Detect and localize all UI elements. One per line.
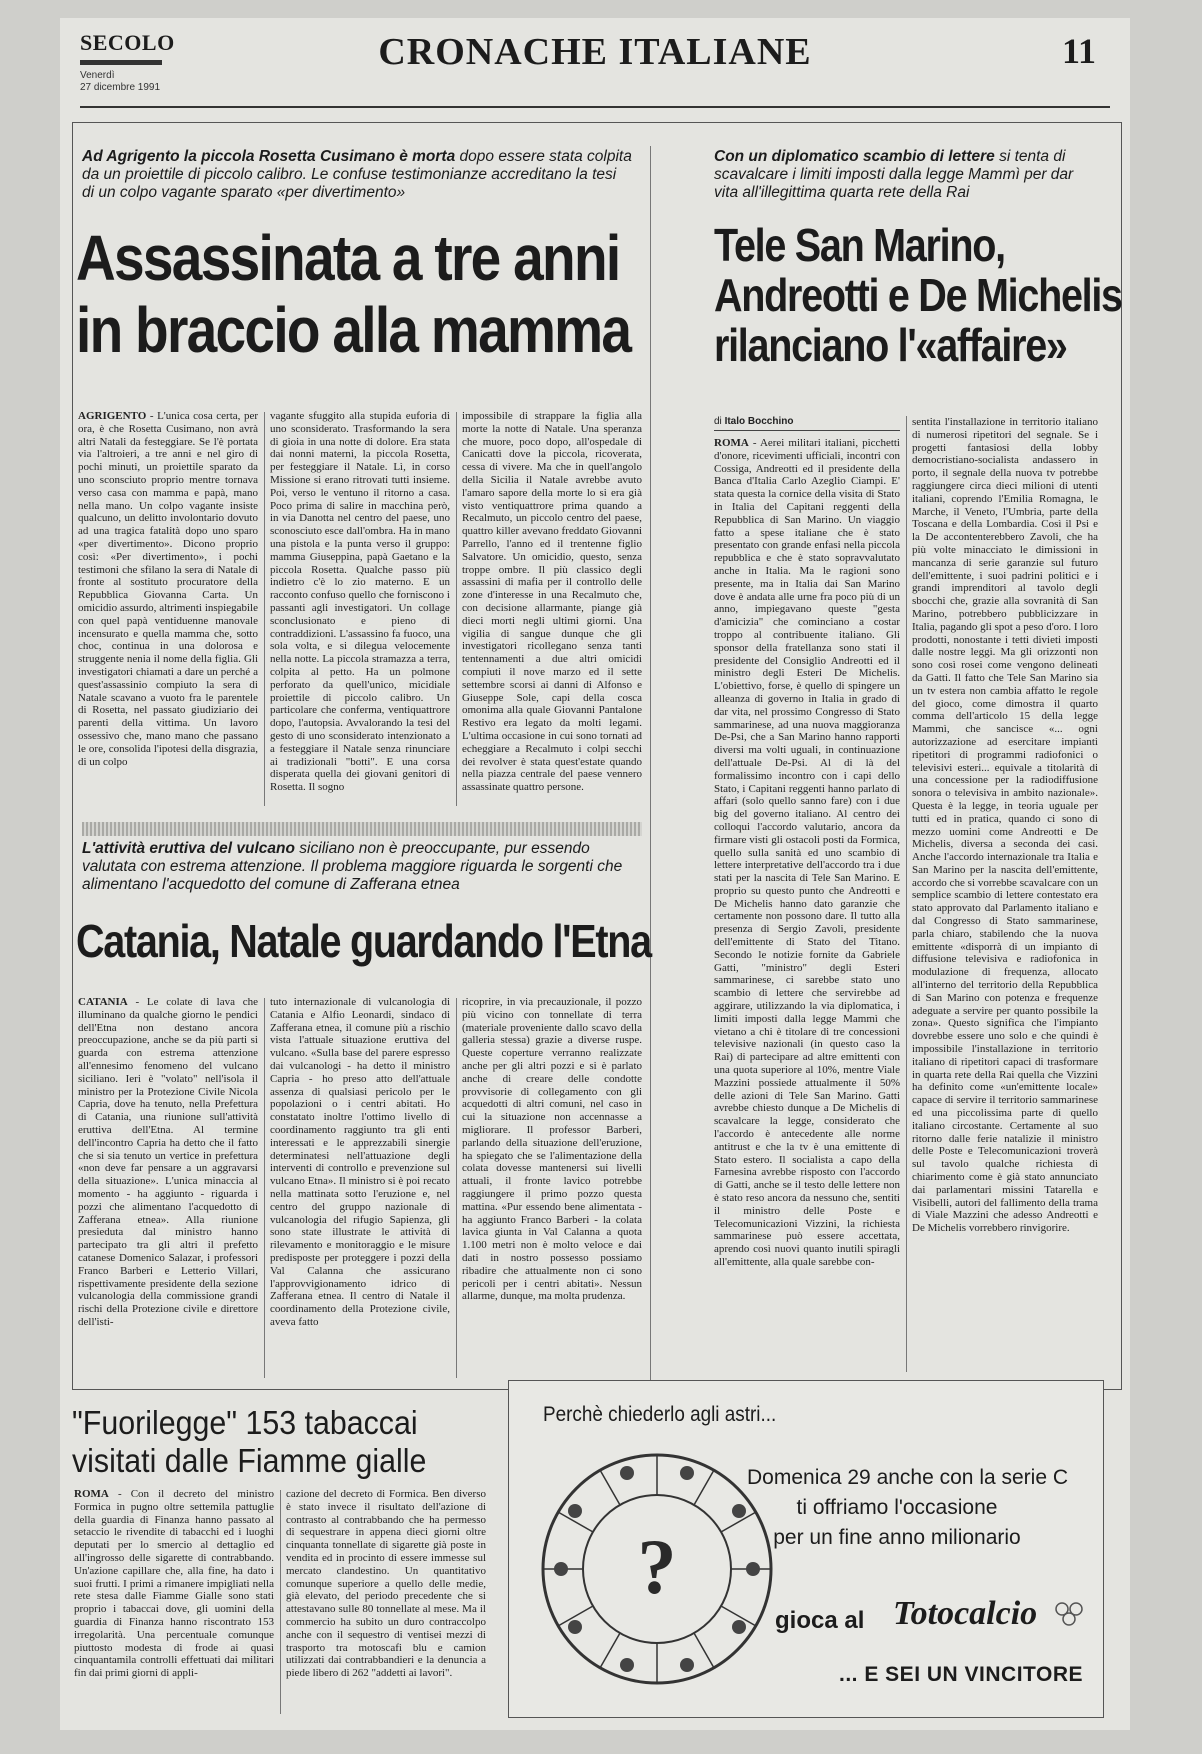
etna-column-2 [270,996,450,1380]
masthead [60,18,1130,108]
sanmarino-dateline: ROMA [714,437,749,449]
sanmarino-col1-text: - Aerei militari italiani, picchetti d'onore, ricevimenti ufficiali, incontri con Cossiga, Andreotti ed il presidente della Banca d'Italia Carlo Azeglio Ciampi. E' stata questa la cornice della visita di Stato in Italia del Capitani reggenti della Repubblica di San Marino. Un viaggio fatto a spese italiane che è stato presentato con grande enfasi nella piccola repubblica e che è stato sopravvalutato anche in Italia. Ma le ragioni sono presente, ma in Italia dai San Marino dove è andata alle urne fra poco più di un anno, impiegavano queste "gesta d'amicizia" che cominciano a costar troppo al contribuente italiano. Gli sponsor della fratellanza sono stati il presidente del Consiglio Andreotti ed il ministro degli Esteri De Michelis. L'obiettivo, forse, è quello di spingere un alleanza di governo in Italia in grado di dar vita, nel prossimo Congresso di Stato sammarinese, ad una nuova maggioranza De-Psi, che a San Marino hanno rapporti diversi ma volti uguali, in continuazione dell'attuale De-Psi. Al di là del formalissimo incontro con i capi dello Stato, i Capitani reggenti hanno parlato di affari (solo quello sanno fare) con i due big del governo italiano. Al centro dei colloqui l'accordo valutario, ancora da firmare visti gli ostacoli posti da Formica, quello sulla sanità ed uno scambio di lettere interpretative dell'accordo tra i due stati per la nascita di Tele San Marino. E proprio su questo punto che Andreotti e De Michelis hanno dato garanzie che certamente non possono dare. Il tutto alla presenza di Sergio Zavoli, presidente dell'emittente di Stato del Titano. Secondo le notizie fornite da Gabriele Gatti, "ministro" degli Esteri sammarinese, ci sarebbe stato uno scambio di lettere che servirebbe ad aggirare, utilizzando la via diplomatica, i limiti imposti dalla legge Mammì che vietano a chi è titolare di tre concessioni televisive nazionali (in questo caso la Rai) di partecipare ad altre emittenti con una quota superiore al 10%, mentre Viale Mazzini possiede attualmente il 50% delle azioni di Tele San Marino. Gatti avrebbe chiesto dunque a De Michelis di scavalcare la legge, considerato che l'accordo è antecedente alle norme antitrust e che la tv è una emittente di Stato estero. Il socialista a capo della Farnesina avrebbe risposto con l'accordo di Gatti, anche se il testo delle lettere non è stato reso ancora da nessuno che, sentiti il ministro delle Poste e Telecomunicazioni Vizzini, la richiesta sammarinese può essere accettata, aprendo così nuovi quanto inutili spiragli all'emittente, alla quale sarebbe con- [714,437,900,1268]
sanmarino-headline-line1: Tele San Marino, [714,219,1005,271]
etna-kicker-bold: L'attività eruttiva del vulcano [82,840,295,857]
advert-line3: per un fine anno milionario [773,1526,1021,1549]
sanmarino-col2-text: sentita l'installazione in territorio italiano di numerosi ripetitori del segnale. Se i progetti fantasiosi della lobby democristiano-socialista andassero in porto, il segnale della nuova tv potrebbe raggiungere circa dieci milioni di utenti italiani, coprendo l'Emilia Romagna, le Marche, il Veneto, l'Umbria, parte della Toscana e della Lombardia. Così il Psi e la De accontenterebbero Zavoli, che ha più volte minacciato le dimissioni in mancanza di serie garanzie sul futuro dell'emittente, i suoi padrini politici e i grandi imprenditori al tavolo degli sbocchi che, grazie alla sovranità di San Marino, potrebbero pubblicizzare in Italia, pagando gli spot a peso d'oro. I loro prodotti, nonostante i tetti divieti imposti dalle nostre leggi. Ma gli orizzonti non sono così rosei come vengono delineati da Gatti. Il fatto che Tele San Marino sia un tv estera non cambia affatto le regole del gioco, come dimostra il quarto comma dell'articolo 15 della legge Mammì, che sancisce «... ogni autorizzazione ad esercitare impianti ripetitori di programmi radiofonici o televisivi esteri... equivale a titolarità di una concessione per la radiodiffusione sonora o televisiva in ambito nazionale». Questa è la legge, in teoria uguale per tutti ed in pratica, quando ci sono di mezzo uomini come Andreotti e De Michelis, diversa a seconda dei casi. Anche l'accordo internazionale tra Italia e San Marino per la nascita dell'emittente, accordo che si vorrebbe scavalcare con un semplice scambio di lettere contestato era stato approvato dal Parlamento italiano e dal Congresso di Stato sammarinese, parla chiaro, stabilendo che la nuova emittente «disporrà di un impianto di diffusione televisiva e radiofonica in modulazione di frequenza, allocato all'interno del territorio della Repubblica di San Marino con potenza e frequenze adeguate a servire per quanto possibile la zona». Questo significa che l'impianto dovrebbe essere uno solo e che quindi è impossibile l'installazione in territorio italiano di ripetitori capaci di trasformare in quarta rete della Rai quella che Vizzini ha definito come «un'emittente locale» capace di servire il territorio sammarinese ed una piccolissima parte di quello italiano circostante. Certamente al suo ritorno dalle ferie natalizie il ministro delle Poste e Telecomunicazioni troverà sul tavolo qualche richiesta di chiarimento come è già stato annunciato dai parlamentari missini Tatarella e Visibelli, autori del fallimento della trama di Viale Mazzini che adesso Andreotti e De Michelis vorrebbero rinvigorire. [912,416,1098,1235]
agrigento-kicker-text: dopo essere stata colpita da un proiettile di piccolo calibro. Le confuse testimonianze accreditano la tesi di un colpo vagante sparato «per divertimento» [82,148,632,201]
advert-teaser: Perchè chiederlo agli astri... [543,1403,777,1426]
agrigento-column-2 [270,410,450,808]
agrigento-headline-line1: Assassinata a tre anni [76,222,620,294]
etna-col3-text: ricoprire, in via precauzionale, il pozzo più vicino con tonnellate di terra (materiale proveniente dallo scavo della galleria stessa) grazie a diverse ruspe. Queste coperture verranno realizzate anche per gli altri pozzi e si è parlato anche di creare delle condotte provvisorie di collegamento con gli acquedotti di altri comuni, nel caso in cui la situazione non accennasse a migliorare. Il professor Barberi, parlando della situazione dell'eruzione, ha spiegato che se l'alimentazione della colata dovesse mantenersi sui livelli attuali, il fronte lavico potrebbe raggiungere il primo pozzo questa mattina. «Pur essendo bene alimentata - ha aggiunto Franco Barberi - la colata lavica giunta in Val Calanna a quota 1.100 metri non è molto veloce e dai dati in nostro possesso possiamo ribadire che attualmente non ci sono pericoli per i centri abitati». Nessun allarme, dunque, ma molta prudenza. [462,996,642,1303]
sanmarino-headline-line2: Andreotti e De Michelis [714,269,1122,321]
byline-prefix: di [714,416,722,427]
tabaccai-headline-line1: "Fuorilegge" 153 tabaccai [72,1404,418,1441]
article-separator [82,822,642,836]
totocalcio-advert [508,1380,1104,1718]
sanmarino-kicker-text: si tenta di scavalcare i limiti imposti dalla legge Mammì per dar vita all'illegittima quarta rete della Rai [714,148,1074,201]
olympic-rings-icon [1054,1599,1084,1629]
agrigento-headline [76,222,716,366]
tabaccai-col2-text: cazione del decreto di Formica. Ben diverso è stato invece il risultato dell'azione di contrasto al contrabbando che ha permesso di sequestrare in appena dieci giorni oltre cinquanta tonnellate di sigarette già poste in vendita ed in procinto di essere immesse sul mercato clandestino. Un quantitativo comunque superiore a quello delle medie, già elevato, del periodo precedente che si attestavano sulle 80 tonnellate al mese. Ma il commercio ha subito un duro contraccolpo anche con il sequestro di ventisei mezzi di trasporto tra motoscafi blu e camion utilizzati dai contrabbandieri e la denuncia a piede libero di 262 "addetti ai lavori". [286,1488,486,1680]
agrigento-col1-text: - L'unica cosa certa, per ora, è che Rosetta Cusimano, non avrà altri Natali da festeggiare. Se l'è portata via l'altroieri, a tre anni e nel giro di pochi minuti, un proiettile sparato da uno sconsciuto proprio mentre tornava verso casa con mamma e papà, mano nella mano. Un colpo vagante insiste qualcuno, un delitto involontario dovuto ad una tragica fatalità dopo uno sparo «per divertimento». Dicono proprio così: «Per divertimento», i pochi testimoni che sfilano la sera di Natale di fronte al sostituto procuratore della Repubblica Giovanna Carta. Un omicidio assurdo, altrimenti inspiegabile con quel papà ventiduenne manovale incensurato e quella mamma che, sotto choc, continua in una dolorosa e struggente nenia il nome della figlia. Gli investigatori chiamati a dare un perché a quest'assassinio compiuto la sera di Natale scavano a vuoto fra le parentele di Rosetta, nel passato giudiziario dei parenti della vittima. Un lavoro ossessivo che, mano mano che passano le ore, consolida l'ipotesi della disgrazia, di un colpo [78,410,258,768]
column-rule [264,998,265,1378]
etna-column-1 [78,996,258,1380]
advert-message [747,1463,1069,1553]
etna-column-3 [462,996,642,1380]
sanmarino-kicker [714,148,1100,202]
column-rule [456,998,457,1378]
masthead-rule [80,106,1110,108]
tabaccai-column-1 [74,1488,274,1716]
etna-kicker-text: siciliano non è preoccupante, pur essendo valutata con estrema attenzione. Il problema maggiore riguarda le sorgenti che alimentano l'acquedotto del comune di Zafferana etnea [82,840,623,893]
sanmarino-column-2 [912,416,1098,1372]
advert-winner: ... E SEI UN VINCITORE [839,1663,1083,1686]
column-rule [264,412,265,806]
agrigento-column-1 [78,410,258,808]
zone-divider [650,146,651,1382]
agrigento-column-3 [462,410,642,808]
etna-headline: Catania, Natale guardando l'Etna [76,915,651,967]
sanmarino-column-1 [714,416,900,1372]
agrigento-kicker-bold: Ad Agrigento la piccola Rosetta Cusimano è morta [82,148,456,165]
column-rule [906,416,907,1372]
agrigento-kicker [82,148,632,202]
newspaper-page [60,18,1130,1730]
agrigento-headline-line2: in braccio alla mamma [76,294,631,366]
section-title: CRONACHE ITALIANE [378,31,812,73]
etna-dateline: CATANIA [78,996,128,1008]
column-rule [456,412,457,806]
agrigento-col3-text: impossibile di strappare la figlia alla morte la notte di Natale. Una speranza che muore, poco dopo, all'ospedale di Canicattì dove la piccola, ricoverata, cessa di vivere. Ma che in quell'angolo della Sicilia il Natale avrebbe avuto l'amaro sapore della morte lo si era già visto ventiquattrore prima quando a Recalmuto, un piccolo centro del paese, quattro killer avevano freddato Giovanni Parrello, l'anno ed il trentenne figlio Salvatore. Un omicidio, questo, senza troppe ombre. Il più classico degli assassini di mafia per il controllo delle zone d'interesse in una Recalmuto che, con decisione allarmante, piange già dieci morti negli ultimi giorni. Una vigilia di sangue dunque che gli investigatori ricollegano senza tanti tentennamenti a due altri omicidi compiuti il nove marzo ed il sette settembre scorsi ai danni di Alfonso e Giuseppe Sole, capi della cosca omonima alla quale Giovanni Pantalone Restivo era legato da molti legami. L'ultima occasione in cui sono tornati ad echeggiare a Recalmuto i colpi secchi dei revolver è stata quest'estate quando nella piazza centrale del paese vennero assassinate quattro persone. [462,410,642,794]
etna-col2-text: tuto internazionale di vulcanologia di Catania e Alfio Leonardi, sindaco di Zafferana etnea, il comune più a rischio vista l'attuale situazione eruttiva del vulcano. «Sulla base del parere espresso dai vulcanologi - ha detto il ministro Capria - ho preso atto dell'attuale assenza di qualsiasi pericolo per le popolazioni o i centri abitati. Ho constatato inoltre l'ottimo livello di coordinamento raggiunto tra gli enti interessati e le apprezzabili sinergie determinatesi nell'attuazione degli interventi di controllo e prevenzione sul vulcano Etna». Il ministro si è poi recato nella mattinata sotto l'eruzione e, nel centro del gruppo nazionale di vulcanologia del rifugio Sapienza, gli sono state illustrate le attività di rilevamento e monitoraggio e le misure predisposte per proteggere i pozzi della Val Calanna che assicurano l'approvvigionamento idrico di Zafferana etnea. Il centro di Natale il coordinamento della Protezione civile, aveva fatto [270,996,450,1328]
sanmarino-kicker-bold: Con un diplomatico scambio di lettere [714,148,995,165]
newspaper-brand: SECOLO [80,30,175,55]
sanmarino-headline-line3: rilanciano l'«affaire» [714,319,1067,371]
tabaccai-headline-line2: visitati dalle Fiamme gialle [72,1442,427,1479]
byline-author: Italo Bocchino [724,416,794,427]
column-rule [280,1490,281,1714]
advert-gioca: gioca al [775,1607,865,1634]
agrigento-col2-text: vagante sfuggito alla stupida euforia di uno sconsiderato. Trasformando la sera di gioia in una notte di dolore. Era stata dai nonni materni, la piccola Rosetta, per festeggiare il Natale. Lì, in corso Missione si erano ritrovati tutti insieme. Poi, verso le ventuno il ritorno a casa. Poco prima di salire in macchina però, in via Danotta nel centro del paese, uno sconosciuto esce dall'ombra. Ha in mano una pistola e la punta verso il gruppo: mamma Giuseppina, papà Gaetano e la piccola Rosetta. Qualche passo più indietro c'è lo zio materno. E un racconto confuso quello che forniscono i passanti agli investigatori. Un collage sconclusionato e pieno di contraddizioni. L'assassino fa fuoco, una sola volta, e si dilegua velocemente nella notte. La piccola stramazza a terra, colpita al petto. Ha un polmone perforato da quell'unico, micidiale proiettile di piccolo calibro. Un particolare che conferma, ventiquattrore dopo, l'autopsia. Avvalorando la tesi del gesto di uno sconsiderato intenzionato a a festeggiare il Natale senza rinunciare ai tradizionali "botti". E una corsa disperata quella dei giovani genitori di Rosetta. Il sogno [270,410,450,794]
etna-kicker [82,840,642,894]
etna-col1-text: - Le colate di lava che illuminano da qualche giorno le pendici dell'Etna non destano ancora preoccupazione, anche se da più parti si guarda con estrema attenzione all'ennesimo fenomeno del vulcano siciliano. Ieri è "volato" nell'isola il ministro per la Protezione Civile Nicola Capria, dove ha tenuto, nella Prefettura di Catania, una riunione sull'attività eruttiva dell'Etna. Al termine dell'incontro Capria ha detto che il fatto che si sia tenuto un vertice in prefettura «non deve far pensare a un aggravarsi della situazione». L'unica minaccia al momento - ha aggiunto - riguarda i pozzi che alimentano l'acquedotto di Zafferana etnea». Alla riunione presieduta dal ministro hanno partecipato tra gli altri il prefetto catanese Domenico Salazar, i professori Franco Barberi e Letterio Villari, rispettivamente presidente della sezione vulcanologia della commissione grandi rischi della Protezione civile e direttore dell'isti- [78,996,258,1328]
tabaccai-col1-text: - Con il decreto del ministro Formica in pugno oltre settemila pattuglie della guardia di Finanza hanno passato al setaccio le rivendite di tabacchi ed i luoghi deputati per lo smercio al dettaglio ed all'ingrosso delle sigarette di contrabbando. Un'azione capillare che, alla fine, ha dato i suoi frutti. I primi a rimanere impigliati nella rete stesa dalle Fiamme Gialle sono stati proprio i tabaccai dove, gli uomini della guardia di Finanza hanno riscontrato 153 irregolarità. Una percentuale comunque piuttosto modesta di frode ai quasi cinquantamila controlli effettuati dai militari fin dai primi giorni di appli- [74,1488,274,1680]
page-number: 11 [1061,31,1096,71]
issue-weekday: Venerdì [80,70,115,81]
zodiac-wheel-icon [539,1451,775,1687]
agrigento-dateline: AGRIGENTO [78,410,147,422]
tabaccai-headline [72,1404,502,1480]
tabaccai-column-2 [286,1488,486,1716]
advert-line2: ti offriamo l'occasione [796,1496,998,1519]
issue-full-date: 27 dicembre 1991 [80,82,161,93]
sanmarino-headline [714,220,1134,370]
svg-text:?: ? [637,1523,677,1610]
totocalcio-logo: Totocalcio [893,1595,1038,1632]
advert-line1: Domenica 29 anche con la serie C [747,1466,1069,1489]
tabaccai-dateline: ROMA [74,1488,109,1500]
sanmarino-byline [714,416,900,431]
